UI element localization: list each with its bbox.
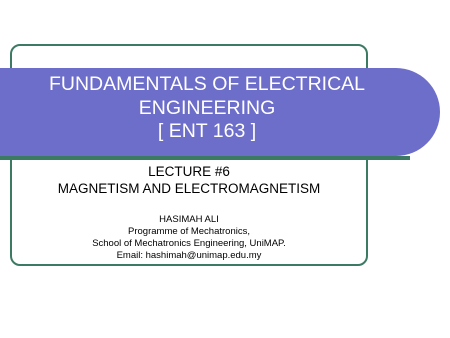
lecture-number: LECTURE #6 bbox=[148, 164, 230, 179]
slide-title-line-1: FUNDAMENTALS OF ELECTRICAL bbox=[48, 73, 366, 95]
author-email: Email: hashimah@unimap.edu.my bbox=[116, 250, 262, 261]
slide-title bbox=[22, 73, 392, 144]
author-programme: Programme of Mechatronics, bbox=[128, 226, 250, 237]
lecture-topic: MAGNETISM AND ELECTROMAGNETISM bbox=[57, 180, 321, 196]
author-name: HASIMAH ALI bbox=[159, 214, 219, 225]
author-info bbox=[10, 214, 368, 262]
author-school: School of Mechatronics Engineering, UniMAP. bbox=[92, 238, 286, 249]
slide-title-line-2: ENGINEERING bbox=[138, 96, 276, 119]
banner-divider-line bbox=[0, 156, 410, 160]
course-code: [ ENT 163 ] bbox=[157, 120, 257, 142]
slide-subtitle bbox=[10, 164, 368, 197]
